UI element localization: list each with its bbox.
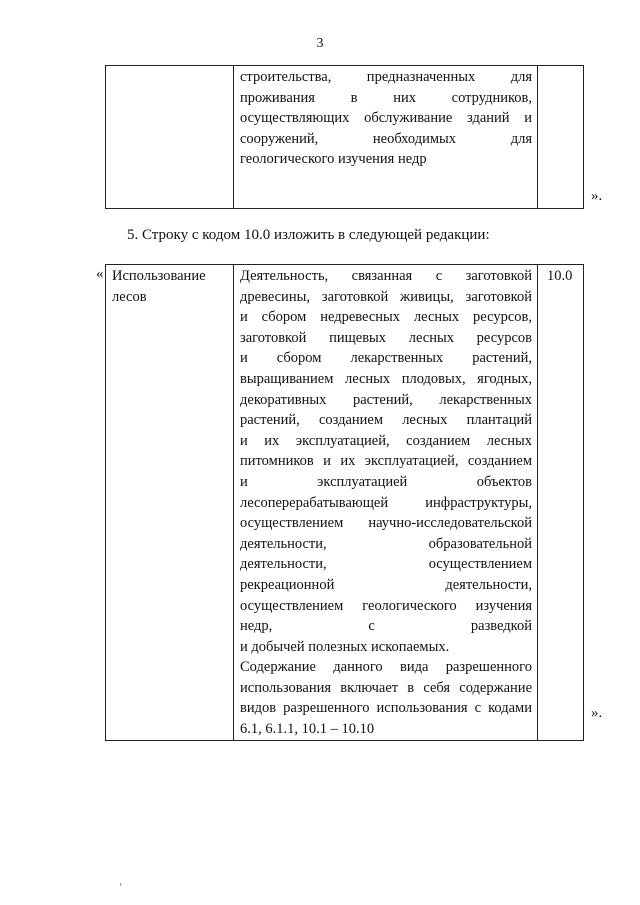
description-line: и их эксплуатацией, созданием лесных	[240, 432, 532, 449]
description-line: декоративных растений, лекарственных	[240, 391, 532, 408]
opening-quote: «	[96, 266, 104, 282]
description-line: сооружений, необходимых для	[240, 130, 532, 147]
use-code: 10.0	[547, 268, 573, 284]
description-line: осуществлением научно-исследовательской	[240, 515, 532, 532]
description-line: геологического изучения недр	[240, 151, 427, 168]
description-line: питомников и их эксплуатацией, созданием	[240, 453, 532, 470]
description-line: проживания в них сотрудников,	[240, 89, 532, 106]
description-line: заготовкой пищевых лесных ресурсов	[240, 329, 532, 346]
table-row	[106, 265, 584, 741]
description-line: строительства, предназначенных для	[240, 69, 532, 85]
page-number: 3	[316, 36, 324, 51]
use-name-line: Использование	[112, 268, 206, 284]
description-text	[234, 265, 537, 740]
description-line: деятельности, осуществлением	[240, 556, 532, 573]
description-line: лесоперерабатывающей инфраструктуры,	[240, 494, 532, 511]
description-line: и добычей полезных ископаемых.	[240, 638, 450, 655]
table-cell-description	[234, 66, 538, 209]
description-line: Содержание данного вида разрешенного	[240, 659, 532, 676]
stray-mark: '	[120, 882, 122, 892]
table-continuation	[105, 65, 584, 209]
use-name-line: лесов	[112, 288, 147, 305]
description-line: осуществляющих обслуживание зданий и	[240, 110, 532, 127]
description-line: деятельности, образовательной	[240, 535, 532, 552]
closing-quote: ».	[591, 188, 603, 204]
description-text	[234, 66, 537, 170]
description-line: древесины, заготовкой живицы, заготовкой	[240, 288, 532, 305]
description-line: видов разрешенного использования с кодами	[240, 700, 532, 717]
table-cell-name	[106, 265, 234, 741]
closing-quote: ».	[591, 705, 603, 721]
description-line: и эксплуатацией объектов	[240, 473, 532, 490]
description-line: растений, созданием лесных плантаций	[240, 412, 532, 429]
table-cell-code	[538, 265, 584, 741]
use-name	[106, 265, 233, 307]
table-row-10-0	[105, 264, 584, 741]
description-line: использования включает в себя содержание	[240, 679, 532, 696]
description-line: рекреационной деятельности,	[240, 576, 532, 593]
table-cell-description	[234, 265, 538, 741]
description-line: выращиванием лесных плодовых, ягодных,	[240, 370, 532, 387]
description-line: 6.1, 6.1.1, 10.1 – 10.10	[240, 721, 375, 738]
table-cell-name	[106, 66, 234, 209]
description-line: и сбором недревесных лесных ресурсов,	[240, 309, 532, 326]
description-line: осуществлением геологического изучения	[240, 597, 532, 614]
instruction-text: 5. Строку с кодом 10.0 изложить в следующей редакции:	[127, 227, 490, 243]
description-line: Деятельность, связанная с заготовкой	[240, 268, 532, 284]
description-line: и сбором лекарственных растений,	[240, 350, 532, 367]
table-cell-code	[538, 66, 584, 209]
table-row	[106, 66, 584, 209]
description-line: недр, с разведкой	[240, 618, 532, 635]
